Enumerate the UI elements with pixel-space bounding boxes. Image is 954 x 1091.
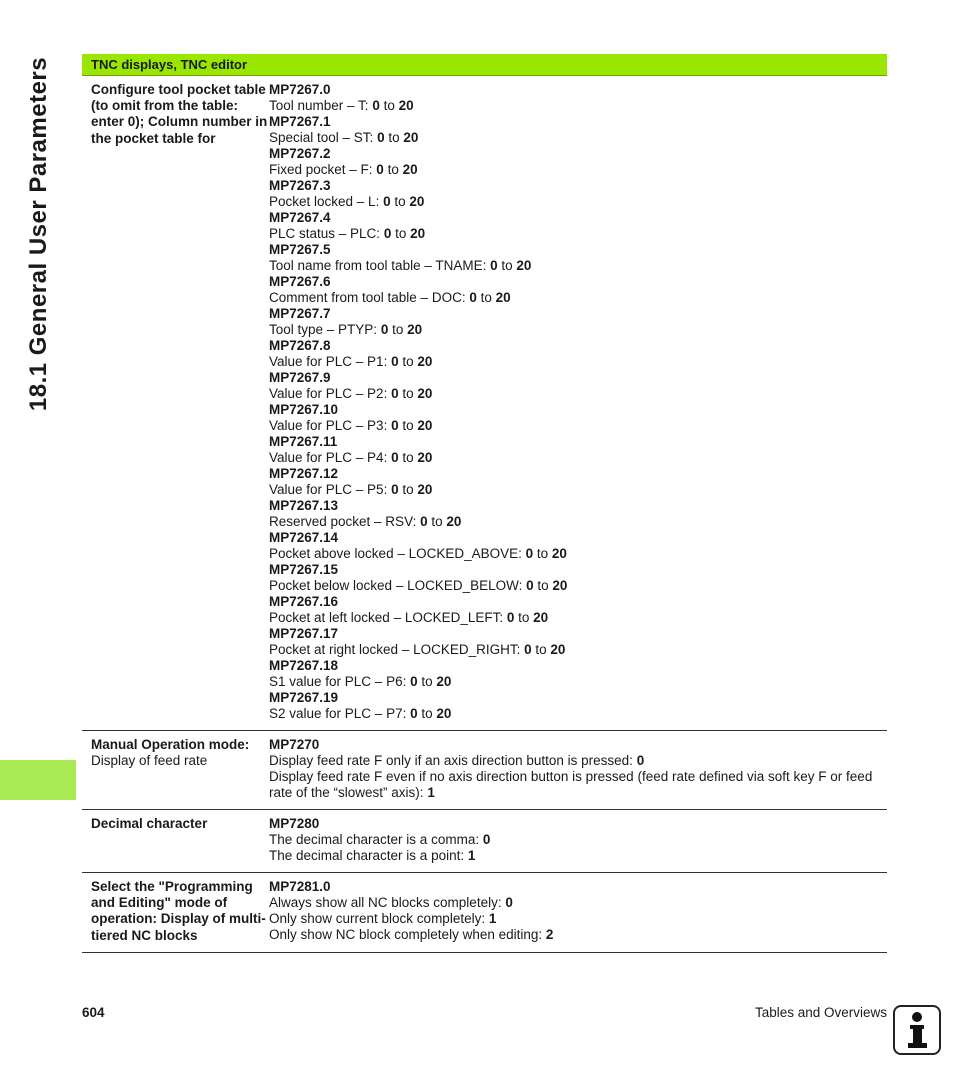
option-value: 0 [636, 753, 645, 768]
option-min-value: 0 [383, 226, 392, 241]
option-range-sep: to [497, 258, 517, 273]
option-text: Pocket below locked – LOCKED_BELOW: [269, 578, 527, 593]
machine-parameter-id: MP7267.14 [269, 530, 339, 545]
machine-parameter-id: MP7267.10 [269, 402, 339, 417]
option-range-sep: to [533, 546, 552, 561]
parameter-option [269, 258, 879, 274]
option-min-value: 0 [469, 290, 477, 305]
row-description [269, 879, 887, 944]
option-text: Only show current block completely: [269, 911, 489, 926]
option-max-value: 20 [550, 642, 566, 657]
parameter-option [269, 769, 879, 801]
option-min-value: 0 [376, 162, 384, 177]
option-range-sep: to [391, 226, 411, 241]
option-max-value: 20 [552, 578, 568, 593]
machine-parameter-id: MP7267.4 [269, 210, 331, 225]
option-text: Pocket locked – L: [269, 194, 384, 209]
option-range-sep: to [383, 162, 403, 177]
option-min-value: 0 [391, 418, 399, 433]
option-min-value: 0 [377, 130, 385, 145]
option-min-value: 0 [506, 610, 515, 625]
machine-parameter-id: MP7267.16 [269, 594, 339, 609]
option-min-value: 0 [420, 514, 428, 529]
option-max-value: 20 [495, 290, 511, 305]
option-min-value: 0 [380, 322, 389, 337]
parameter-option [269, 322, 879, 338]
option-max-value: 20 [398, 98, 414, 113]
row-label [82, 816, 269, 864]
parameter-option [269, 895, 879, 911]
option-min-value: 0 [391, 354, 399, 369]
table-row [82, 810, 887, 873]
table-row [82, 873, 887, 953]
option-max-value: 20 [533, 610, 549, 625]
option-min-value: 0 [526, 578, 534, 593]
row-label-bold: Configure tool pocket table (to omit from the table: enter 0); Column number in the pocket table for [91, 82, 268, 146]
option-text: The decimal character is a comma: [269, 832, 483, 847]
parameter-option [269, 482, 879, 498]
option-range-sep: to [398, 450, 418, 465]
option-max-value: 20 [551, 546, 567, 561]
option-text: Value for PLC – P2: [269, 386, 392, 401]
machine-parameter-id: MP7281.0 [269, 879, 331, 894]
option-range-sep: to [390, 194, 410, 209]
parameter-option [269, 418, 879, 434]
option-text: Tool type – PTYP: [269, 322, 381, 337]
machine-parameter-id: MP7270 [269, 737, 320, 752]
machine-parameter-id: MP7267.19 [269, 690, 339, 705]
option-max-value: 20 [417, 418, 433, 433]
option-range-sep: to [384, 130, 404, 145]
option-min-value: 0 [372, 98, 380, 113]
option-min-value: 0 [391, 450, 399, 465]
machine-parameter-id: MP7267.12 [269, 466, 339, 481]
option-range-sep: to [514, 610, 534, 625]
row-label [82, 737, 269, 801]
parameter-option [269, 927, 879, 943]
option-max-value: 20 [436, 706, 452, 721]
parameter-option [269, 226, 879, 242]
machine-parameter-id: MP7267.6 [269, 274, 331, 289]
option-text: Fixed pocket – F: [269, 162, 377, 177]
option-text: The decimal character is a point: [269, 848, 468, 863]
option-max-value: 20 [417, 450, 433, 465]
option-range-sep: to [531, 642, 551, 657]
row-label [82, 82, 269, 722]
machine-parameter-id: MP7267.13 [269, 498, 339, 513]
parameter-option [269, 354, 879, 370]
option-text: Pocket above locked – LOCKED_ABOVE: [269, 546, 526, 561]
option-value: 2 [545, 927, 554, 942]
option-max-value: 20 [516, 258, 532, 273]
option-min-value: 0 [524, 642, 532, 657]
option-range-sep: to [398, 482, 418, 497]
option-text: Always show all NC blocks completely: [269, 895, 506, 910]
parameter-option [269, 162, 879, 178]
machine-parameter-id: MP7267.0 [269, 82, 331, 97]
option-text: Comment from tool table – DOC: [269, 290, 470, 305]
option-range-sep: to [427, 514, 447, 529]
option-value: 1 [427, 785, 435, 800]
option-range-sep: to [379, 98, 399, 113]
option-max-value: 20 [417, 386, 433, 401]
option-text: Tool number – T: [269, 98, 373, 113]
option-text: PLC status – PLC: [269, 226, 384, 241]
option-min-value: 0 [525, 546, 534, 561]
option-text: Display feed rate F even if no axis direction button is pressed (feed rate defined via soft key F or feed rate of the “slowest” axis): [269, 769, 873, 800]
table-row [82, 76, 887, 731]
machine-parameter-id: MP7267.11 [269, 434, 338, 449]
table-row [82, 731, 887, 810]
parameter-option [269, 706, 879, 722]
info-icon [893, 1005, 941, 1055]
option-min-value: 0 [391, 482, 399, 497]
option-range-sep: to [476, 290, 496, 305]
row-description [269, 816, 887, 864]
row-label-bold: Select the "Programming and Editing" mode of operation: Display of multi-tiered NC blocks [91, 879, 266, 943]
option-max-value: 20 [436, 674, 452, 689]
machine-parameter-id: MP7267.2 [269, 146, 331, 161]
machine-parameter-id: MP7267.18 [269, 658, 339, 673]
parameter-option [269, 514, 879, 530]
parameter-option [269, 911, 879, 927]
row-label-bold: Decimal character [91, 816, 208, 831]
option-max-value: 20 [402, 162, 418, 177]
option-text: Only show NC block completely when editing: [269, 927, 546, 942]
row-label-text: Display of feed rate [91, 753, 208, 769]
row-label-bold: Manual Operation mode: [91, 737, 250, 752]
machine-parameter-id: MP7267.17 [269, 626, 339, 641]
option-range-sep: to [388, 322, 408, 337]
page-footer [82, 1005, 887, 1020]
option-max-value: 20 [409, 194, 425, 209]
option-text: S1 value for PLC – P6: [269, 674, 411, 689]
parameter-option [269, 674, 879, 690]
option-max-value: 20 [417, 482, 433, 497]
parameter-option [269, 546, 879, 562]
row-label [82, 879, 269, 944]
parameter-option [269, 290, 879, 306]
parameter-option [269, 98, 879, 114]
option-min-value: 0 [490, 258, 498, 273]
machine-parameter-id: MP7267.3 [269, 178, 331, 193]
option-text: Value for PLC – P5: [269, 482, 392, 497]
machine-parameter-id: MP7267.5 [269, 242, 331, 257]
option-min-value: 0 [410, 706, 418, 721]
parameter-option [269, 848, 879, 864]
option-value: 1 [488, 911, 497, 926]
machine-parameter-id: MP7267.15 [269, 562, 339, 577]
option-text: Value for PLC – P3: [269, 418, 392, 433]
option-text: Display feed rate F only if an axis direction button is pressed: [269, 753, 637, 768]
machine-parameter-id: MP7267.8 [269, 338, 331, 353]
parameter-option [269, 386, 879, 402]
parameter-option [269, 642, 879, 658]
parameter-option [269, 610, 879, 626]
section-title: 18.1 General User Parameters [25, 56, 52, 412]
footer-section: Tables and Overviews [754, 1005, 887, 1020]
option-value: 1 [467, 848, 476, 863]
section-title-vertical [14, 55, 64, 415]
option-text: Value for PLC – P4: [269, 450, 392, 465]
option-text: S2 value for PLC – P7: [269, 706, 411, 721]
parameter-option [269, 450, 879, 466]
option-text: Pocket at left locked – LOCKED_LEFT: [269, 610, 507, 625]
option-min-value: 0 [391, 386, 399, 401]
machine-parameter-id: MP7280 [269, 816, 320, 831]
option-max-value: 20 [446, 514, 462, 529]
option-min-value: 0 [410, 674, 418, 689]
option-max-value: 20 [410, 226, 426, 241]
option-max-value: 20 [403, 130, 419, 145]
row-description [269, 737, 887, 801]
option-value: 0 [505, 895, 513, 910]
table-body [82, 76, 887, 953]
chapter-tab-marker [0, 760, 76, 800]
option-range-sep: to [398, 354, 418, 369]
page-number: 604 [82, 1005, 105, 1020]
option-range-sep: to [417, 674, 437, 689]
parameter-option [269, 753, 879, 769]
machine-parameter-id: MP7267.7 [269, 306, 331, 321]
parameter-option [269, 130, 879, 146]
option-min-value: 0 [383, 194, 391, 209]
table-header: TNC displays, TNC editor [82, 54, 887, 76]
option-text: Value for PLC – P1: [269, 354, 392, 369]
row-description [269, 82, 887, 722]
option-max-value: 20 [407, 322, 423, 337]
option-value: 0 [482, 832, 491, 847]
parameter-option [269, 578, 879, 594]
option-text: Special tool – ST: [269, 130, 378, 145]
machine-parameter-id: MP7267.1 [269, 114, 331, 129]
parameter-table [82, 54, 887, 953]
machine-parameter-id: MP7267.9 [269, 370, 331, 385]
parameter-option [269, 194, 879, 210]
option-range-sep: to [398, 386, 418, 401]
option-range-sep: to [398, 418, 418, 433]
option-range-sep: to [417, 706, 437, 721]
option-text: Pocket at right locked – LOCKED_RIGHT: [269, 642, 525, 657]
option-text: Reserved pocket – RSV: [269, 514, 421, 529]
parameter-option [269, 832, 879, 848]
option-max-value: 20 [417, 354, 433, 369]
option-range-sep: to [533, 578, 553, 593]
option-text: Tool name from tool table – TNAME: [269, 258, 491, 273]
